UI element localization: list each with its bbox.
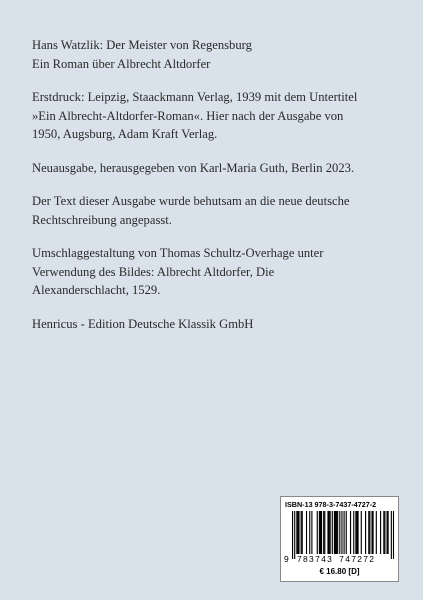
barcode-bar — [332, 511, 333, 554]
barcode-bar — [339, 511, 340, 554]
barcode-guard-bar — [344, 511, 345, 559]
barcode-digit-group-2: 747272 — [339, 554, 376, 564]
new-edition-paragraph — [32, 159, 402, 178]
subtitle-line: Ein Roman über Albrecht Altdorfer — [32, 56, 211, 71]
cover-design-paragraph — [32, 244, 402, 300]
barcode-bar — [361, 511, 362, 554]
barcode-guard-bar — [341, 511, 342, 559]
spelling-line-2: Rechtschreibung angepasst. — [32, 212, 172, 227]
barcode-bar — [335, 511, 336, 554]
barcode-bar — [323, 511, 324, 554]
barcode-digit-group-1: 783743 — [297, 554, 334, 564]
barcode-bar — [321, 511, 322, 554]
barcode-bar — [337, 511, 338, 554]
barcode-bar — [369, 511, 370, 554]
barcode-bar — [365, 511, 366, 554]
barcode-bar — [380, 511, 381, 554]
barcode-bar — [383, 511, 384, 554]
barcode-digit-lead: 9 — [284, 554, 289, 564]
barcode-bar — [324, 511, 325, 554]
barcode-bar — [386, 511, 387, 554]
isbn-label: ISBN-13 978-3-7437-4727-2 — [285, 500, 377, 509]
barcode-bar — [309, 511, 310, 554]
barcode-bar — [357, 511, 358, 554]
barcode-bar — [336, 511, 337, 554]
barcode-bar — [330, 511, 331, 554]
barcode-guard-bar — [393, 511, 394, 559]
isbn-barcode-box — [280, 496, 399, 582]
cover-design-line-1: Umschlaggestaltung von Thomas Schultz-Overhage unter — [32, 246, 324, 260]
barcode-bar — [350, 511, 351, 554]
barcode-image — [284, 511, 396, 559]
barcode-bar — [334, 511, 335, 554]
barcode-guard-bar — [294, 511, 295, 559]
barcode-bar — [355, 511, 356, 554]
new-edition-line: Neuausgabe, herausgegeben von Karl-Maria Guth, Berlin 2023. — [32, 160, 355, 175]
first-print-line-3: 1950, Augsburg, Adam Kraft Verlag. — [32, 127, 218, 141]
barcode-bar — [320, 511, 321, 554]
barcode-bar — [371, 511, 372, 554]
barcode-bar — [297, 511, 298, 554]
title-line: Hans Watzlik: Der Meister von Regensburg — [32, 38, 252, 52]
barcode-bar — [384, 511, 385, 554]
barcode-bar — [353, 511, 354, 554]
barcode-bar — [327, 511, 328, 554]
barcode-guard-bar — [391, 511, 392, 559]
barcode-bar — [329, 511, 330, 554]
barcode-bar — [319, 511, 320, 554]
barcode-bar — [298, 511, 299, 554]
barcode-bar — [301, 511, 302, 554]
barcode-guard-bar — [292, 511, 293, 559]
barcode-bar — [368, 511, 369, 554]
publisher-paragraph — [32, 315, 402, 334]
cover-design-line-3: Alexanderschlacht, 1529. — [32, 283, 161, 297]
first-print-paragraph — [32, 88, 402, 144]
first-print-line-2: »Ein Albrecht-Altdorfer-Roman«. Hier nach der Ausgabe von — [32, 108, 344, 123]
barcode-bar — [373, 511, 374, 554]
cover-design-line-2: Verwendung des Bildes: Albrecht Altdorfer, Die — [32, 264, 275, 279]
barcode-bar — [346, 511, 347, 554]
barcode-bar — [376, 511, 377, 554]
barcode-bar — [388, 511, 389, 554]
imprint-text — [32, 36, 402, 348]
spelling-line-1: Der Text dieser Ausgabe wurde behutsam an die neue deutsche — [32, 194, 350, 208]
barcode-bar — [306, 511, 307, 554]
spelling-paragraph — [32, 192, 402, 229]
first-print-line-1: Erstdruck: Leipzig, Staackmann Verlag, 1939 mit dem Untertitel — [32, 90, 358, 104]
barcode-bar — [302, 511, 303, 554]
barcode-bar — [317, 511, 318, 554]
title-paragraph — [32, 36, 402, 73]
barcode-bar — [311, 511, 312, 554]
publisher-line: Henricus - Edition Deutsche Klassik GmbH — [32, 316, 254, 331]
barcode-digits — [284, 554, 396, 564]
barcode-bar — [296, 511, 297, 554]
barcode-bar — [356, 511, 357, 554]
price-label: € 16.80 [D] — [319, 567, 360, 576]
